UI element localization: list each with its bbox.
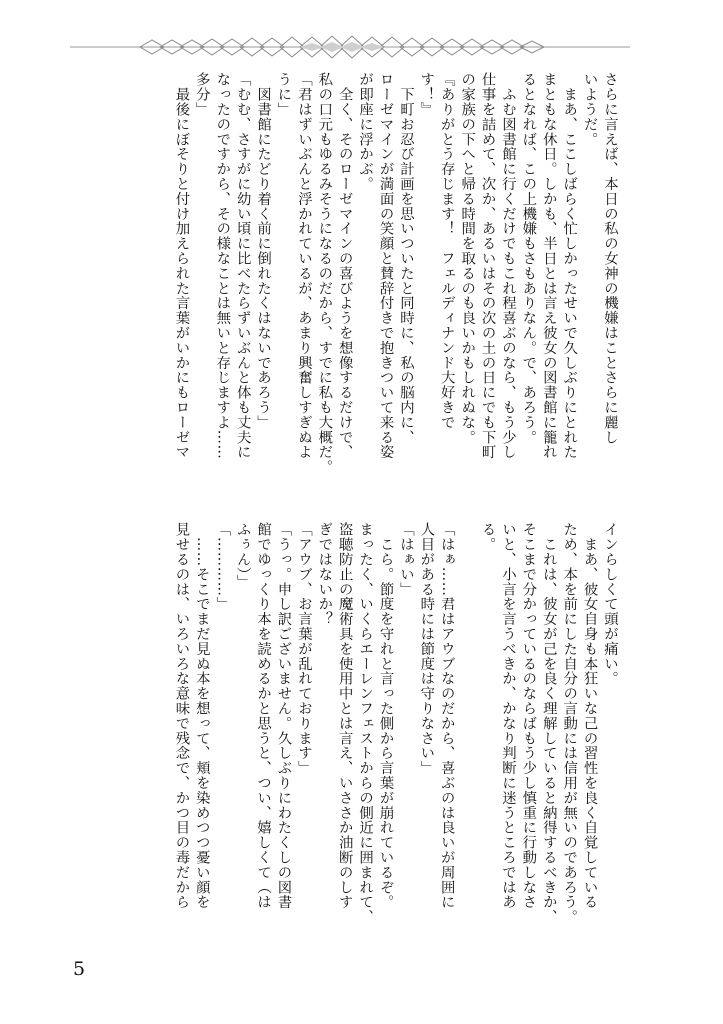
text-block-upper [90,72,620,487]
text-line: 館でゆっくり本を読めるかと思うと、つい、嬉しくて（は [255,522,272,910]
text-line: 見せるのは、いろいろな意味で残念で、かつ目の毒だから [173,522,190,910]
text-block-lower [90,522,620,942]
text-line: 『ありがとう存じます！ フェルディナンド大好きで [438,72,455,430]
text-line: ため、本を前にした自分の言動には信用が無いのであろう。 [561,522,578,925]
text-line: いと、小言を言うべきか、かなり判断に迷うところではあ [499,522,516,910]
text-line: 下町お忍び計画を思いついたと同時に、私の脳内に、 [397,72,414,445]
text-line: なったのですから、その様なことは無いと存じますよ…… [214,72,231,460]
text-line: 「うっ。申し訳ございません。久しぶりにわたくしの図書 [275,522,292,910]
page-number: 5 [73,958,86,980]
header-ornament [70,34,630,60]
text-line: ぎではないか？ [316,522,333,627]
text-line: ふむ図書館に行くだけでもこれ程喜ぶのなら、もう少し [499,72,516,460]
text-line: が即座に浮かぶ。 [357,72,374,192]
text-line: す！』 [418,72,435,117]
text-line: 最後にぼそりと付け加えられた言葉がいかにもローゼマ [173,72,190,460]
text-line: 「君はずいぶんと浮かれているが、あまり興奮しすぎぬよ [295,72,312,460]
text-line: 全く、そのローゼマインの喜びようを想像するだけで、 [336,72,353,460]
text-line: こら。節度を守れと言った側から言葉が崩れているぞ。 [377,522,394,910]
text-line: 私の口元もゆるみそうになるのだから、すでに私も大概だ。 [316,72,333,475]
text-line: 「むむ、さすがに幼い頃に比べたらずいぶんと体も丈夫に [234,72,251,460]
text-line: るとなれば、この上機嫌もさもありなん。で、あろう。 [520,72,537,445]
text-line: ……そこでまだ見ぬ本を想って、頬を染めつつ憂い顔を [193,522,210,910]
text-line: さらに言えば、本日の私の女神の機嫌はことさらに麗し [602,72,618,445]
text-line: 「…………」 [214,522,231,612]
text-line: 人目がある時には節度は守りなさい」 [418,522,435,776]
text-line: まったく、いくらエーレンフェストからの側近に囲まれて、 [357,522,374,925]
text-line: ローゼマインが満面の笑顔と賛辞付きで抱きついて来る姿 [377,72,394,460]
text-line: ふぅん）」 [234,522,251,590]
text-line: 図書館にたどり着く前に倒れたくはないであろう」 [255,72,272,430]
text-line: そこまで分かっているのならばもう少し慎重に行動しなさ [520,522,537,910]
text-line: 「はぁい」 [397,522,414,597]
text-line: インらしくて頭が痛い。 [602,522,618,686]
text-line: 「アウブ、お言葉が乱れております」 [295,522,312,776]
text-line: 多分」 [193,72,210,117]
text-line: うに」 [275,72,292,117]
text-line: る。 [479,522,496,552]
text-line: いようだ。 [581,72,598,147]
text-line: 盗聴防止の魔術具を使用中とは言え、いささか油断のしす [336,522,353,910]
text-line: 「はぁ……君はアウブなのだから、喜ぶのは良いが周囲に [438,522,455,910]
text-line: まともな休日。しかも、半日とは言え彼女の図書館に籠れ [540,72,557,460]
text-line: 仕事を詰めて、次か、あるいはその次の土の日にでも下町 [479,72,496,460]
text-line: の家族の下へと帰る時間を取るのも良いかもしれぬな。 [459,72,476,445]
text-line: まあ、彼女自身も本狂いな己の習性を良く自覚している [581,522,598,910]
text-line: これは、彼女が己を良く理解していると納得するべきか、 [540,522,557,925]
blank-line [457,522,477,942]
text-line: まあ、ここしばらく忙しかったせいで久しぶりにとれた [561,72,578,460]
